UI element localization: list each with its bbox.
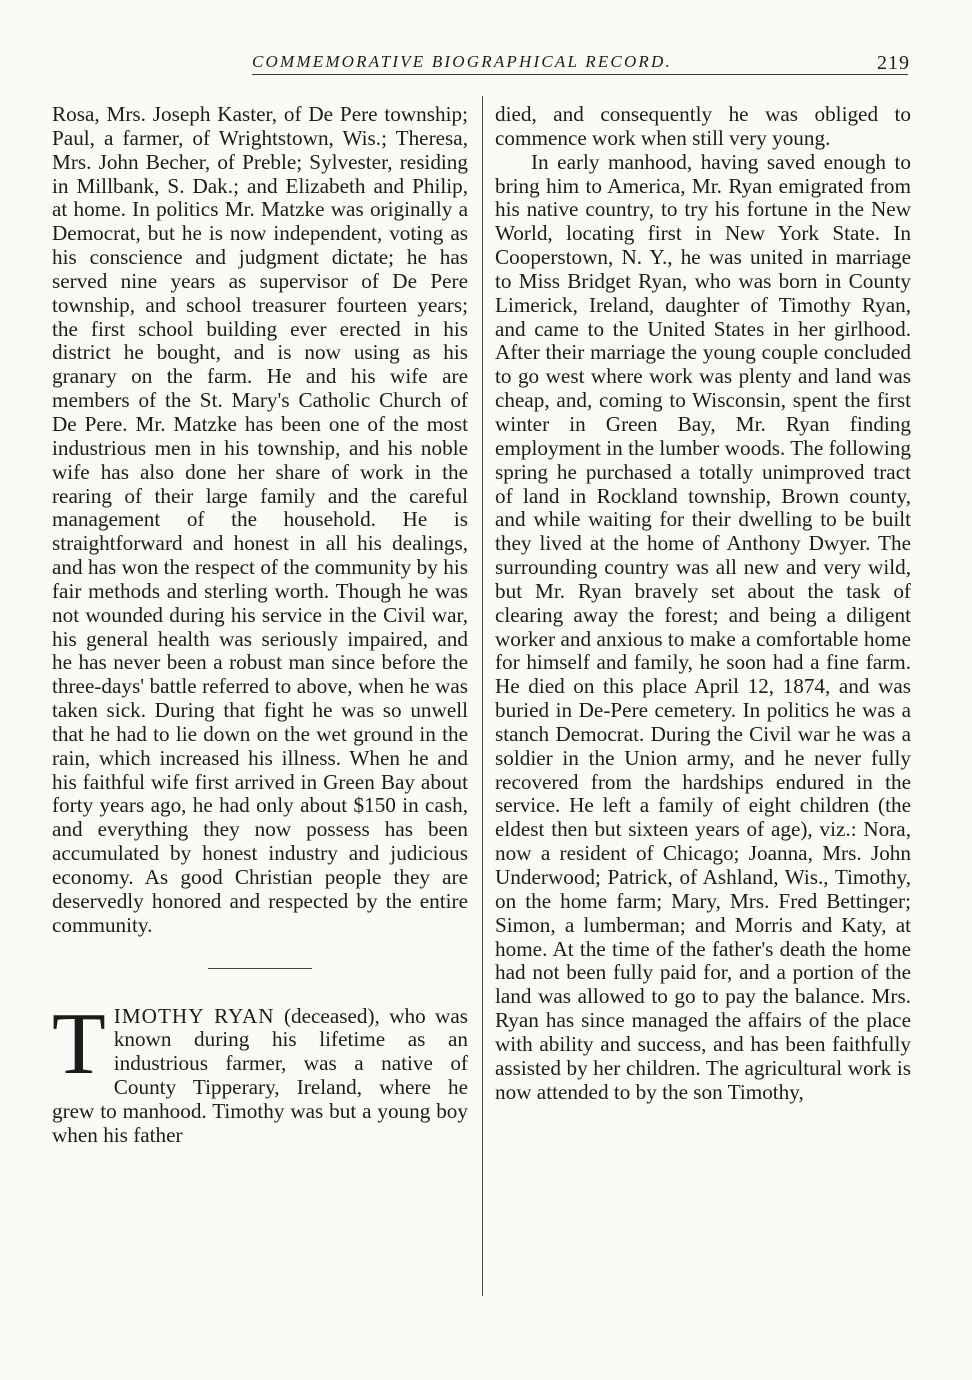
ryan-paragraph-early-manhood: In early manhood, having saved enough to bring him to America, Mr. Ryan emigrated from his native country, to try his fortune in the New World, locating first in New York State. In Cooperstown, N. Y., he was united in marriage to Miss Bridget Ryan, who was born in County Limerick, Ireland, daughter of Timothy Ryan, and came to the United States in her girlhood. After their marriage the young couple concluded to go west where work was plenty and land was cheap, and, coming to Wisconsin, spent the first winter in Green Bay, Mr. Ryan finding employment in the lumber woods. The following spring he purchased a totally unimproved tract of land in Rockland township, Brown county, and while waiting for their dwelling to be built they lived at the home of Anthony Dwyer. The surrounding country was all new and very wild, but Mr. Ryan bravely set about the task of clearing away the forest; and being a diligent worker and anxious to make a comfortable home for himself and family, he soon had a fine farm. He died on this place April 12, 1874, and was buried in De-Pere cemetery. In politics he was a stanch Democrat. During the Civil war he was a soldier in the Union army, and he never fully recovered from the hardships endured in the service. He left a family of eight children (the eldest then but sixteen years of age), viz.: Nora, now a resident of Chicago; Joanna, Mrs. John Underwood; Patrick, of Ashland, Wis., Timothy, on the home farm; Mary, Mrs. Fred Bettinger; Simon, a lumberman; and Morris and Katy, at home. At the time of the father's death the home had not been fully paid for, and a portion of the land was allowed to go to pay the balance. Mrs. Ryan has since managed the affairs of the place with ability and success, and has been faithfully assisted by her children. The agricultural work is now attended to by the son Timothy, — [495, 149, 911, 1104]
ryan-biography-opening — [52, 995, 468, 1148]
section-divider — [208, 968, 312, 969]
right-column — [495, 103, 911, 1104]
left-column — [52, 103, 468, 1148]
matzke-paragraph: Rosa, Mrs. Joseph Kaster, of De Pere township; Paul, a farmer, of Wrightstown, Wis.; Theresa, Mrs. John Becher, of Preble; Sylvester, residing in Millbank, S. Dak.; and Elizabeth and Philip, at home. In politics Mr. Matzke was originally a Democrat, but he is now independent, voting as his conscience and judgment dictate; he has served nine years as supervisor of De Pere township, and school treasurer fourteen years; the first school building ever erected in his district he bought, and is now using as his granary on the farm. He and his wife are members of the St. Mary's Catholic Church of De Pere. Mr. Matzke has been one of the most industrious men in his township, and his noble wife has also done her share of work in the rearing of their large family and the careful management of the household. He is straightforward and honest in all his dealings, and has won the respect of the community by his fair methods and sterling worth. Though he was not wounded during his service in the Civil war, his general health was seriously impaired, and he has never been a robust man since before the three-days' battle referred to above, when he was taken sick. During that fight he was so unwell that he had to lie down on the wet ground in the rain, which increased his illness. When he and his faithful wife first arrived in Green Bay about forty years ago, he had only about $150 in cash, and everything they now possess has been accumulated by honest industry and judicious economy. As good Christian people they are deservedly honored and respected by the entire community. — [52, 102, 468, 937]
biography-subject-name: IMOTHY RYAN — [113, 1003, 275, 1028]
ryan-paragraph-continued: died, and consequently he was obliged to commence work when still very young. — [495, 102, 911, 150]
biography-opening-text: (deceased), who was known during his lifetime as an industrious farmer, was a native of County Tipperary, Ireland, where he grew to manhood. Timothy was but a young boy when his father — [52, 1003, 468, 1147]
running-title: COMMEMORATIVE BIOGRAPHICAL RECORD. — [252, 52, 672, 71]
header-rule — [252, 74, 908, 75]
drop-cap: T — [52, 995, 106, 1093]
column-divider — [482, 96, 483, 1296]
page-number: 219 — [877, 52, 910, 74]
